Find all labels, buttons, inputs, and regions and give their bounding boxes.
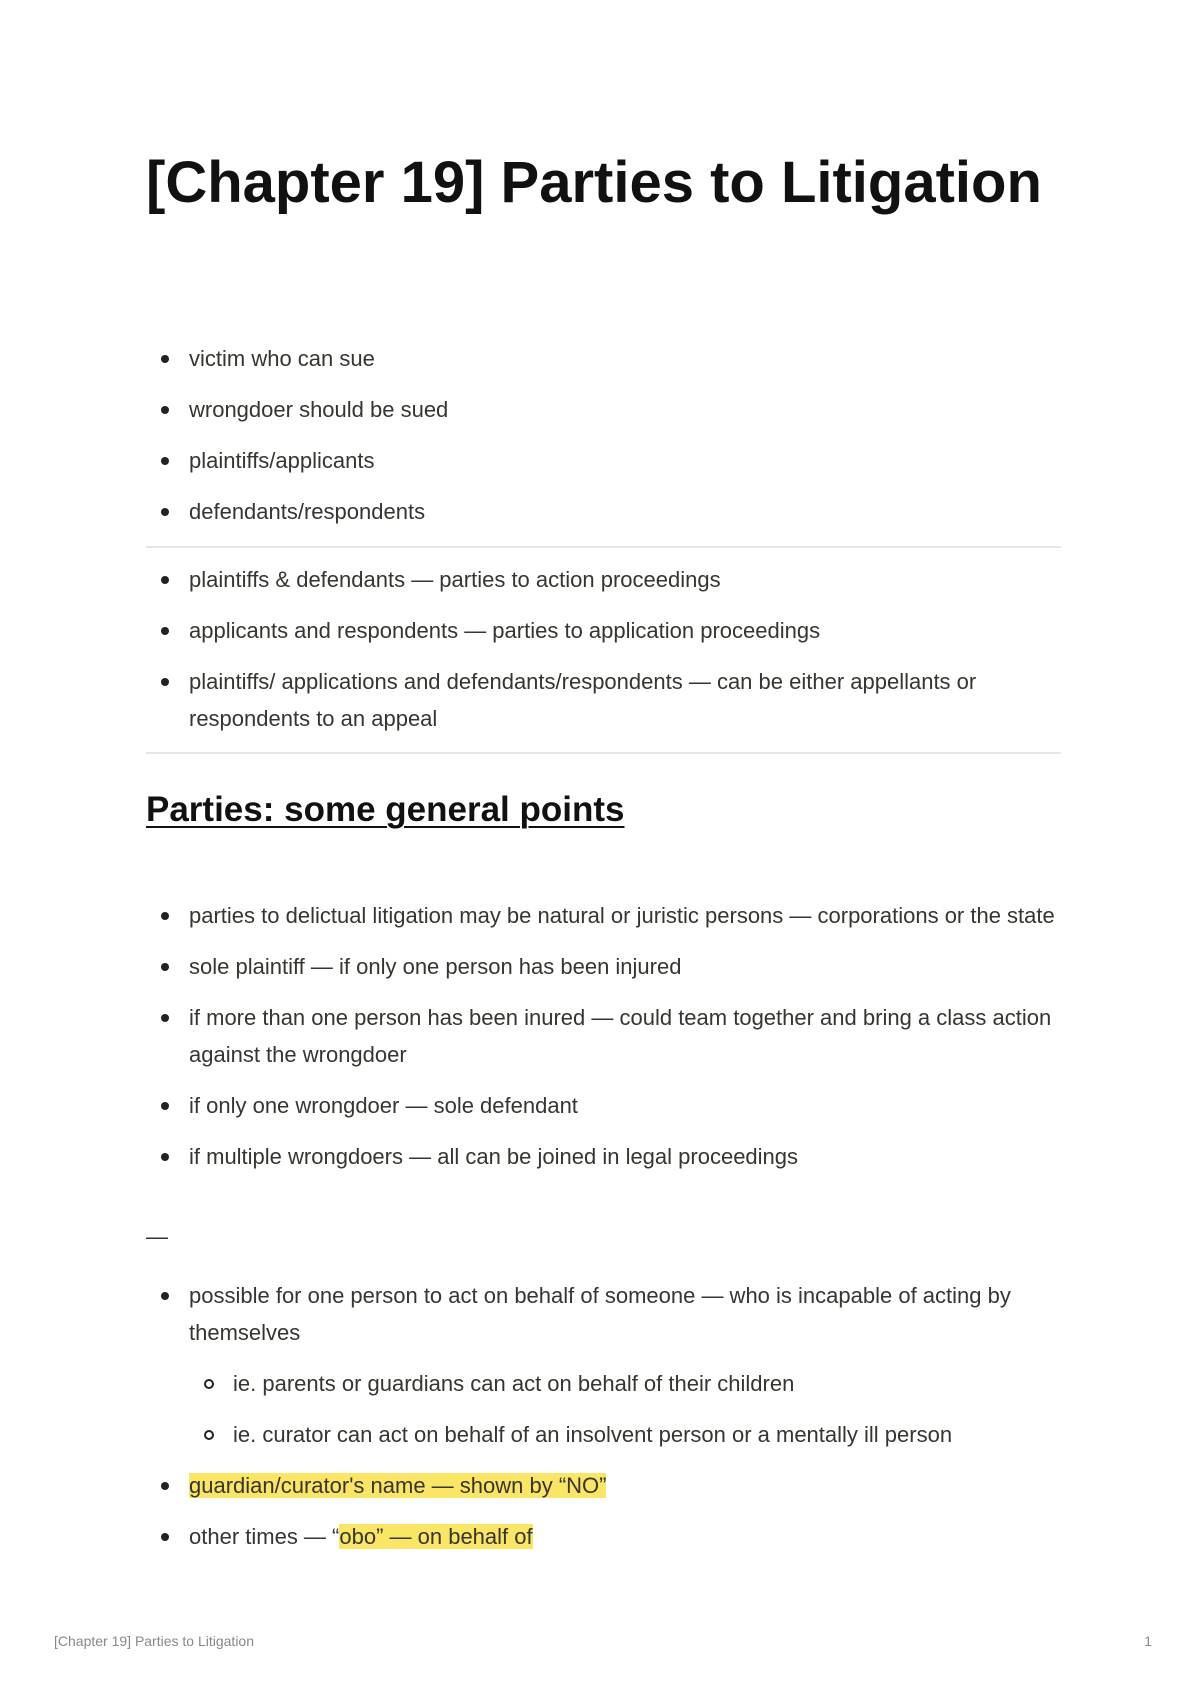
list-item: parties to delictual litigation may be natural or juristic persons — corporations or the state (146, 897, 1061, 934)
divider (146, 546, 1061, 548)
sub-list-item: ie. curator can act on behalf of an insolvent person or a mentally ill person (146, 1416, 1061, 1453)
list-item: victim who can sue (146, 340, 1061, 377)
highlighted-text: guardian/curator's name — shown by “NO” (189, 1473, 607, 1498)
representation-list (146, 1277, 1061, 1569)
list-item: plaintiffs/ applications and defendants/respondents — can be either appellants or respondents to an appeal (146, 663, 1061, 737)
intro-list (146, 340, 1061, 544)
list-item: defendants/respondents (146, 493, 1061, 530)
section-heading: Parties: some general points (146, 790, 625, 829)
list-item (146, 1467, 1061, 1504)
list-item: if more than one person has been inured — could team together and bring a class action against the wrongdoer (146, 999, 1061, 1073)
list-item: sole plaintiff — if only one person has been injured (146, 948, 1061, 985)
footer-title: [Chapter 19] Parties to Litigation (54, 1633, 255, 1649)
list-item-text: other times — “ (189, 1524, 340, 1549)
sub-list-item: ie. parents or guardians can act on behalf of their children (146, 1365, 1061, 1402)
list-item: plaintiffs/applicants (146, 442, 1061, 479)
divider (146, 752, 1061, 754)
general-points-list (146, 897, 1061, 1189)
proceedings-list (146, 561, 1061, 751)
list-item: if only one wrongdoer — sole defendant (146, 1087, 1061, 1124)
list-item (146, 1518, 1061, 1555)
page-title: [Chapter 19] Parties to Litigation (146, 150, 1042, 215)
list-item: plaintiffs & defendants — parties to action proceedings (146, 561, 1061, 598)
highlighted-text: obo” — on behalf of (339, 1524, 533, 1549)
list-item: applicants and respondents — parties to application proceedings (146, 612, 1061, 649)
list-item: wrongdoer should be sued (146, 391, 1061, 428)
list-item: if multiple wrongdoers — all can be joined in legal proceedings (146, 1138, 1061, 1175)
page-number: 1 (1144, 1633, 1152, 1649)
dash-separator: — (146, 1224, 168, 1249)
list-item: possible for one person to act on behalf of someone — who is incapable of acting by themselves (146, 1277, 1061, 1351)
